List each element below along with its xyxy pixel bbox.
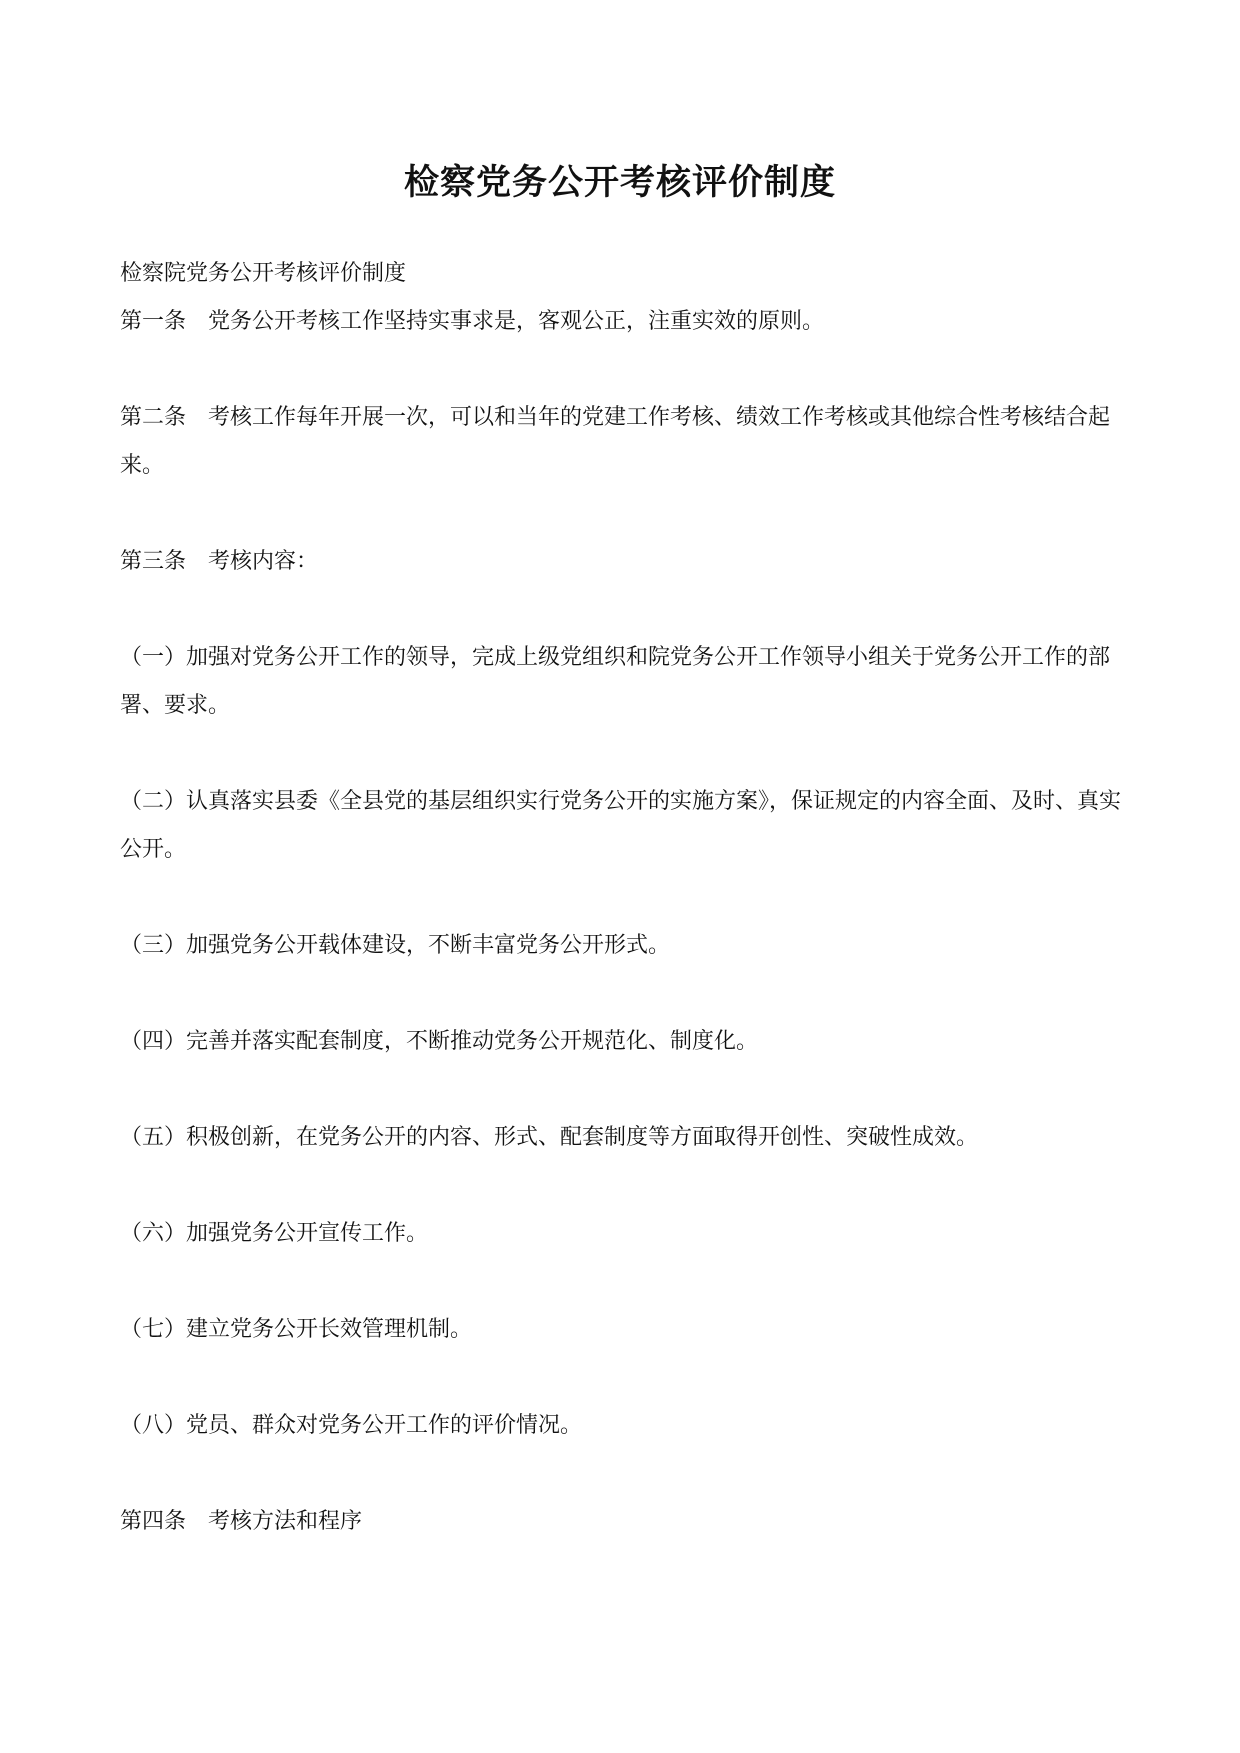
paragraph-spacer — [120, 730, 1130, 778]
document-body — [120, 250, 1130, 1546]
article-3-item-3: （三）加强党务公开载体建设，不断丰富党务公开形式。 — [120, 933, 671, 958]
paragraph-spacer — [120, 1450, 1130, 1498]
article-3-item-5: （五）积极创新，在党务公开的内容、形式、配套制度等方面取得开创性、突破性成效。 — [120, 1125, 979, 1150]
article-3-item-2: （二）认真落实县委《全县党的基层组织实行党务公开的实施方案》，保证规定的内容全面、及时、真实公开。 — [120, 789, 1122, 862]
article-3-item-6: （六）加强党务公开宣传工作。 — [120, 1221, 429, 1246]
paragraph-spacer — [120, 346, 1130, 394]
paragraph-spacer — [120, 586, 1130, 634]
article-3-item-1: （一）加强对党务公开工作的领导，完成上级党组织和院党务公开工作领导小组关于党务公开工作的部署、要求。 — [120, 645, 1111, 718]
article-3: 第三条 考核内容： — [120, 549, 319, 574]
paragraph-spacer — [120, 1258, 1130, 1306]
document-title: 检察党务公开考核评价制度 — [403, 162, 836, 203]
paragraph-spacer — [120, 970, 1130, 1018]
article-3-item-4: （四）完善并落实配套制度，不断推动党务公开规范化、制度化。 — [120, 1029, 759, 1054]
paragraph-spacer — [120, 1162, 1130, 1210]
paragraph-spacer — [120, 490, 1130, 538]
paragraph-spacer — [120, 1066, 1130, 1114]
article-4: 第四条 考核方法和程序 — [120, 1509, 363, 1534]
article-3-item-8: （八）党员、群众对党务公开工作的评价情况。 — [120, 1413, 583, 1438]
article-1: 第一条 党务公开考核工作坚持实事求是，客观公正，注重实效的原则。 — [120, 309, 825, 334]
document-subtitle: 检察院党务公开考核评价制度 — [120, 261, 407, 286]
article-2: 第二条 考核工作每年开展一次，可以和当年的党建工作考核、绩效工作考核或其他综合性考核结合起来。 — [120, 405, 1111, 478]
paragraph-spacer — [120, 874, 1130, 922]
paragraph-spacer — [120, 1354, 1130, 1402]
article-3-item-7: （七）建立党务公开长效管理机制。 — [120, 1317, 473, 1342]
